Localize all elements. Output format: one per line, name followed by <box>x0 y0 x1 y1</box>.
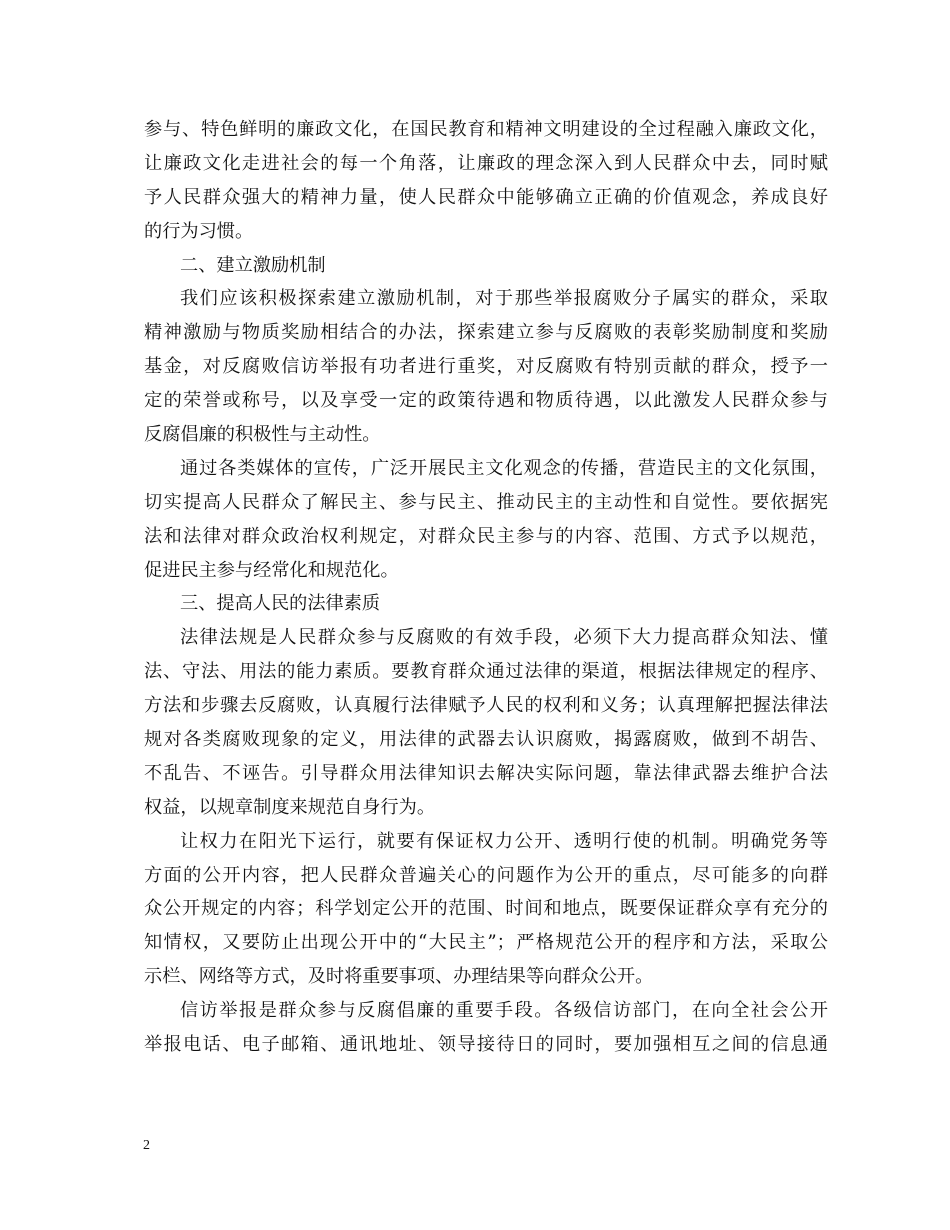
text-line: 参与、特色鲜明的廉政文化，在国民教育和精神文明建设的全过程融入廉政文化， <box>144 119 828 140</box>
text-line: 反腐倡廉的积极性与主动性。 <box>144 424 381 446</box>
text-line: 法和法律对群众政治权利规定，对群众民主参与的内容、范围、方式予以规范， <box>144 525 828 547</box>
section-heading: 二、建立激励机制 <box>180 254 326 276</box>
text-line: 予人民群众强大的精神力量，使人民群众中能够确立正确的价值观念，养成良好 <box>144 186 828 208</box>
text-line: 示栏、网络等方式，及时将重要事项、办理结果等向群众公开。 <box>144 966 654 988</box>
text-line: 我们应该积极探索建立激励机制，对于那些举报腐败分子属实的群众，采取 <box>180 288 828 310</box>
body-text <box>144 113 828 1062</box>
text-line: 定的荣誉或称号，以及享受一定的政策待遇和物质待遇，以此激发人民群众参与 <box>144 390 828 412</box>
text-line: 让廉政文化走进社会的每一个角落，让廉政的理念深入到人民群众中去，同时赋 <box>144 152 828 174</box>
text-line: 法、守法、用法的能力素质。要教育群众通过法律的渠道，根据法律规定的程序、 <box>144 661 828 683</box>
text-line: 方法和步骤去反腐败，认真履行法律赋予人民的权利和义务；认真理解把握法律法 <box>144 695 828 717</box>
text-line: 通过各类媒体的宣传，广泛开展民主文化观念的传播，营造民主的文化氛围， <box>180 457 828 479</box>
text-line: 众公开规定的内容；科学划定公开的范围、时间和地点，既要保证群众享有充分的 <box>144 898 828 920</box>
text-line: 法律法规是人民群众参与反腐败的有效手段，必须下大力提高群众知法、懂 <box>180 627 828 649</box>
text-line: 信访举报是群众参与反腐倡廉的重要手段。各级信访部门，在向全社会公开 <box>180 1000 828 1022</box>
text-line: 权益，以规章制度来规范自身行为。 <box>144 796 436 818</box>
text-line: 知情权，又要防止出现公开中的“大民主”；严格规范公开的程序和方法，采取公 <box>144 932 828 954</box>
text-line: 让权力在阳光下运行，就要有保证权力公开、透明行使的机制。明确党务等 <box>180 830 828 852</box>
text-line: 举报电话、电子邮箱、通讯地址、领导接待日的同时，要加强相互之间的信息通 <box>144 1034 828 1056</box>
page-number: 2 <box>143 1138 150 1153</box>
text-line: 方面的公开内容，把人民群众普遍关心的问题作为公开的重点，尽可能多的向群 <box>144 864 828 886</box>
text-line: 精神激励与物质奖励相结合的办法，探索建立参与反腐败的表彰奖励制度和奖励 <box>144 322 828 344</box>
text-line: 的行为习惯。 <box>144 220 254 242</box>
text-line: 不乱告、不诬告。引导群众用法律知识去解决实际问题，靠法律武器去维护合法 <box>144 762 828 784</box>
text-line: 基金，对反腐败信访举报有功者进行重奖，对反腐败有特别贡献的群众，授予一 <box>144 356 828 378</box>
section-heading: 三、提高人民的法律素质 <box>180 593 381 615</box>
text-line: 促进民主参与经常化和规范化。 <box>144 559 399 581</box>
text-line: 切实提高人民群众了解民主、参与民主、推动民主的主动性和自觉性。要依据宪 <box>144 491 828 513</box>
text-line: 规对各类腐败现象的定义，用法律的武器去认识腐败，揭露腐败，做到不胡告、 <box>144 729 828 751</box>
